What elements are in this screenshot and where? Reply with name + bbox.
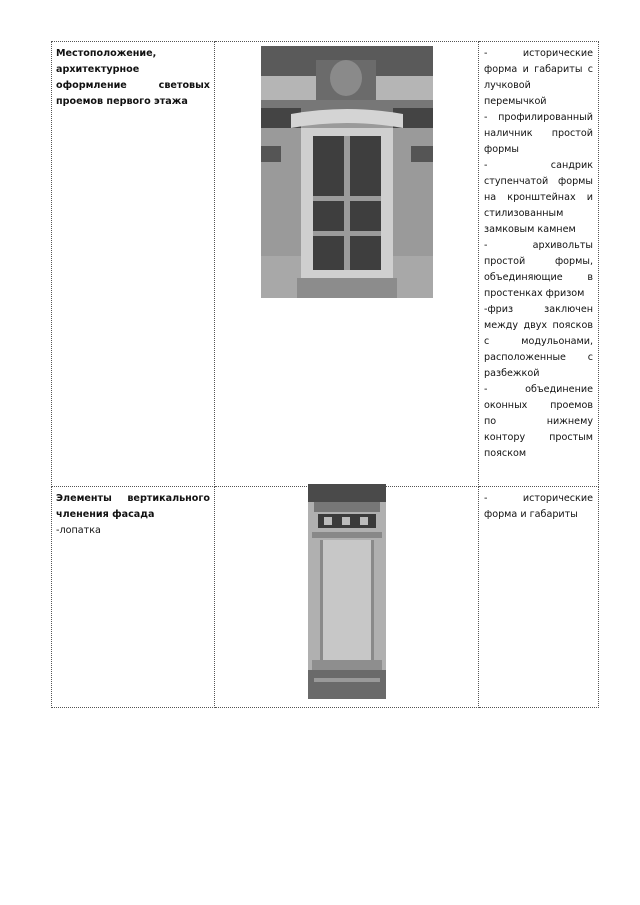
description-line: между двух поясков xyxy=(484,320,593,331)
features-table xyxy=(51,41,599,708)
description-line: - объединение xyxy=(484,384,593,395)
feature-heading: Элементы вертикального членения фасада xyxy=(56,493,210,520)
table-row xyxy=(52,42,599,487)
description-line: лучковой xyxy=(484,80,531,91)
description-line: пояском xyxy=(484,448,527,459)
photo-cell xyxy=(215,487,479,708)
description-line: - архивольты xyxy=(484,240,593,251)
description-line: на кронштейнах и xyxy=(484,192,593,203)
feature-description xyxy=(479,42,598,462)
description-cell xyxy=(479,42,599,487)
description-line: форма и габариты xyxy=(484,509,578,520)
pilaster-photo xyxy=(308,484,386,699)
description-line: стилизованным xyxy=(484,208,564,219)
description-line: контору простым xyxy=(484,432,593,443)
description-line: по нижнему xyxy=(484,416,593,427)
feature-heading: Местоположение, архитектурное оформление световых проемов первого этажа xyxy=(56,48,210,107)
photo-cell xyxy=(215,42,479,487)
description-line: форма и габариты с xyxy=(484,64,593,75)
description-line: - исторические xyxy=(484,48,593,59)
description-line: наличник простой xyxy=(484,128,593,139)
description-line: разбежкой xyxy=(484,368,540,379)
feature-subitem: -лопатка xyxy=(56,525,101,536)
description-line: простой формы, xyxy=(484,256,593,267)
description-line: замковым камнем xyxy=(484,224,576,235)
description-line: с модульонами, xyxy=(484,336,593,347)
description-line: перемычкой xyxy=(484,96,547,107)
window-photo xyxy=(261,46,433,298)
feature-name-cell xyxy=(52,487,215,708)
description-line: - профилированный xyxy=(484,112,593,123)
table-row xyxy=(52,487,599,708)
description-line: оконных проемов xyxy=(484,400,593,411)
description-cell xyxy=(479,487,599,708)
description-line: ступенчатой формы xyxy=(484,176,593,187)
feature-description xyxy=(479,487,598,523)
description-line: формы xyxy=(484,144,519,155)
feature-name-cell xyxy=(52,42,215,487)
description-line: -фриз заключен xyxy=(484,304,593,315)
description-line: объединяющие в xyxy=(484,272,593,283)
description-line: простенках фризом xyxy=(484,288,585,299)
description-line: - сандрик xyxy=(484,160,593,171)
description-line: расположенные с xyxy=(484,352,593,363)
description-line: - исторические xyxy=(484,493,593,504)
